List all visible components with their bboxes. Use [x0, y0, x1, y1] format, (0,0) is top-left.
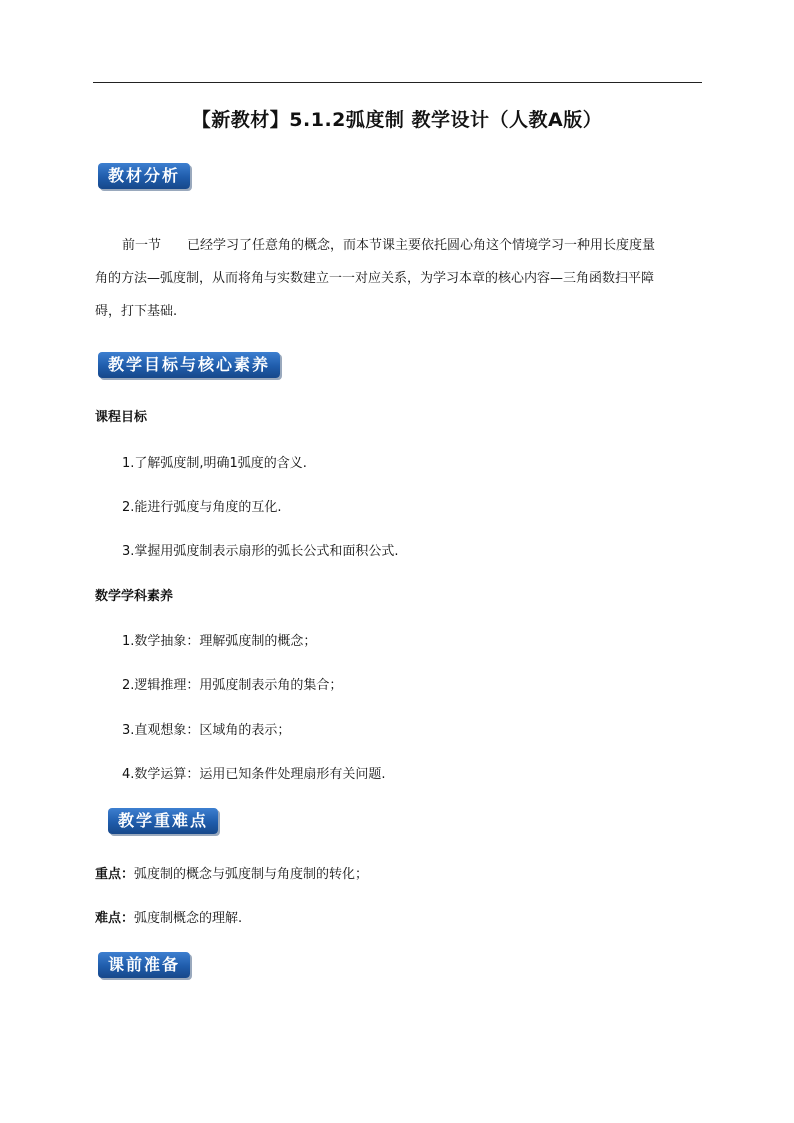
literacy-item: 4.数学运算：运用已知条件处理扇形有关问题.: [122, 767, 386, 782]
section-heading-analysis: 教材分析: [98, 163, 190, 189]
header-rule: [93, 82, 702, 83]
literacy-item: 1.数学抽象：理解弧度制的概念；: [122, 634, 317, 649]
course-goal-item: 3.掌握用弧度制表示扇形的弧长公式和面积公式.: [122, 544, 399, 559]
difficulty-label: 难点：: [95, 911, 135, 926]
course-goals-title: 课程目标: [95, 410, 148, 425]
key-point-row: [95, 863, 368, 882]
analysis-line-1: 前一节 已经学习了任意角的概念，而本节课主要依托圆心角这个情境学习一种用长度度量: [122, 238, 656, 253]
difficulty-text: 弧度制概念的理解.: [134, 911, 243, 926]
analysis-line-2: 角的方法—弧度制，从而将角与实数建立一一对应关系，为学习本章的核心内容—三角函数扫平障: [95, 271, 655, 286]
section-heading-goals: 教学目标与核心素养: [98, 352, 280, 378]
analysis-line-3: 碍，打下基础.: [95, 304, 178, 319]
difficulty-row: [95, 907, 242, 926]
literacy-title: 数学学科素养: [95, 589, 174, 604]
key-point-text: 弧度制的概念与弧度制与角度制的转化；: [134, 867, 369, 882]
section-heading-key-points: 教学重难点: [108, 808, 218, 834]
document-title: 【新教材】5.1.2弧度制 教学设计（人教A版）: [191, 109, 603, 131]
key-point-label: 重点：: [95, 867, 135, 882]
analysis-paragraph: [95, 236, 705, 335]
course-goal-item: 2.能进行弧度与角度的互化.: [122, 500, 282, 515]
section-heading-preparation: 课前准备: [98, 952, 190, 978]
literacy-item: 2.逻辑推理：用弧度制表示角的集合；: [122, 678, 343, 693]
literacy-item: 3.直观想象：区域角的表示；: [122, 723, 291, 738]
course-goal-item: 1.了解弧度制,明确1弧度的含义.: [122, 456, 307, 471]
